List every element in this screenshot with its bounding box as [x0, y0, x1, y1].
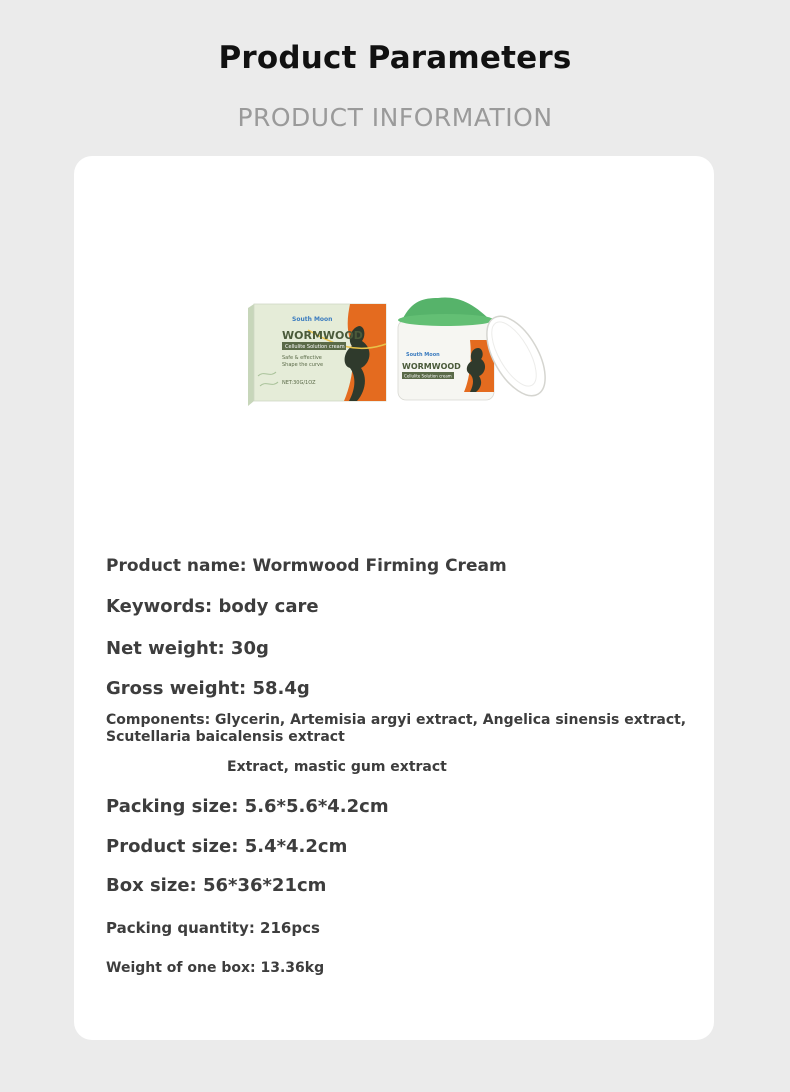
jar-rim [398, 314, 494, 326]
box-title: WORMWOOD [282, 329, 363, 342]
jar-title: WORMWOOD [402, 362, 461, 371]
param-box-weight: Weight of one box: 13.36kg [106, 960, 325, 976]
param-components-extra: Extract, mastic gum extract [227, 759, 447, 775]
box-brand: South Moon [292, 316, 333, 323]
product-info-card [74, 156, 714, 1040]
param-keywords: Keywords: body care [106, 596, 319, 617]
param-box-size: Box size: 56*36*21cm [106, 875, 327, 896]
param-packing-size: Packing size: 5.6*5.6*4.2cm [106, 796, 389, 817]
jar-subtitle: Cellulite Solution cream [404, 373, 452, 379]
param-net-weight: Net weight: 30g [106, 638, 269, 659]
param-packing-quantity: Packing quantity: 216pcs [106, 919, 320, 937]
param-components: Components: Glycerin, Artemisia argyi extract, Angelica sinensis extract, Scutellaria baicalensis extract [106, 712, 687, 745]
param-product-name: Product name: Wormwood Firming Cream [106, 556, 507, 576]
box-subtitle: Cellulite Solution cream [285, 344, 345, 350]
page-subtitle: PRODUCT INFORMATION [237, 103, 553, 132]
param-product-size: Product size: 5.4*4.2cm [106, 836, 348, 857]
page-title: Product Parameters [218, 40, 572, 76]
box-tagline-2: Shape the curve [282, 362, 324, 368]
box-net-weight: NET:30G/1OZ [282, 380, 316, 386]
box-tagline-1: Safe & effective [282, 355, 322, 361]
product-image [248, 296, 550, 406]
product-box-side [248, 304, 254, 406]
param-gross-weight: Gross weight: 58.4g [106, 678, 310, 699]
jar-brand: South Moon [406, 352, 440, 358]
